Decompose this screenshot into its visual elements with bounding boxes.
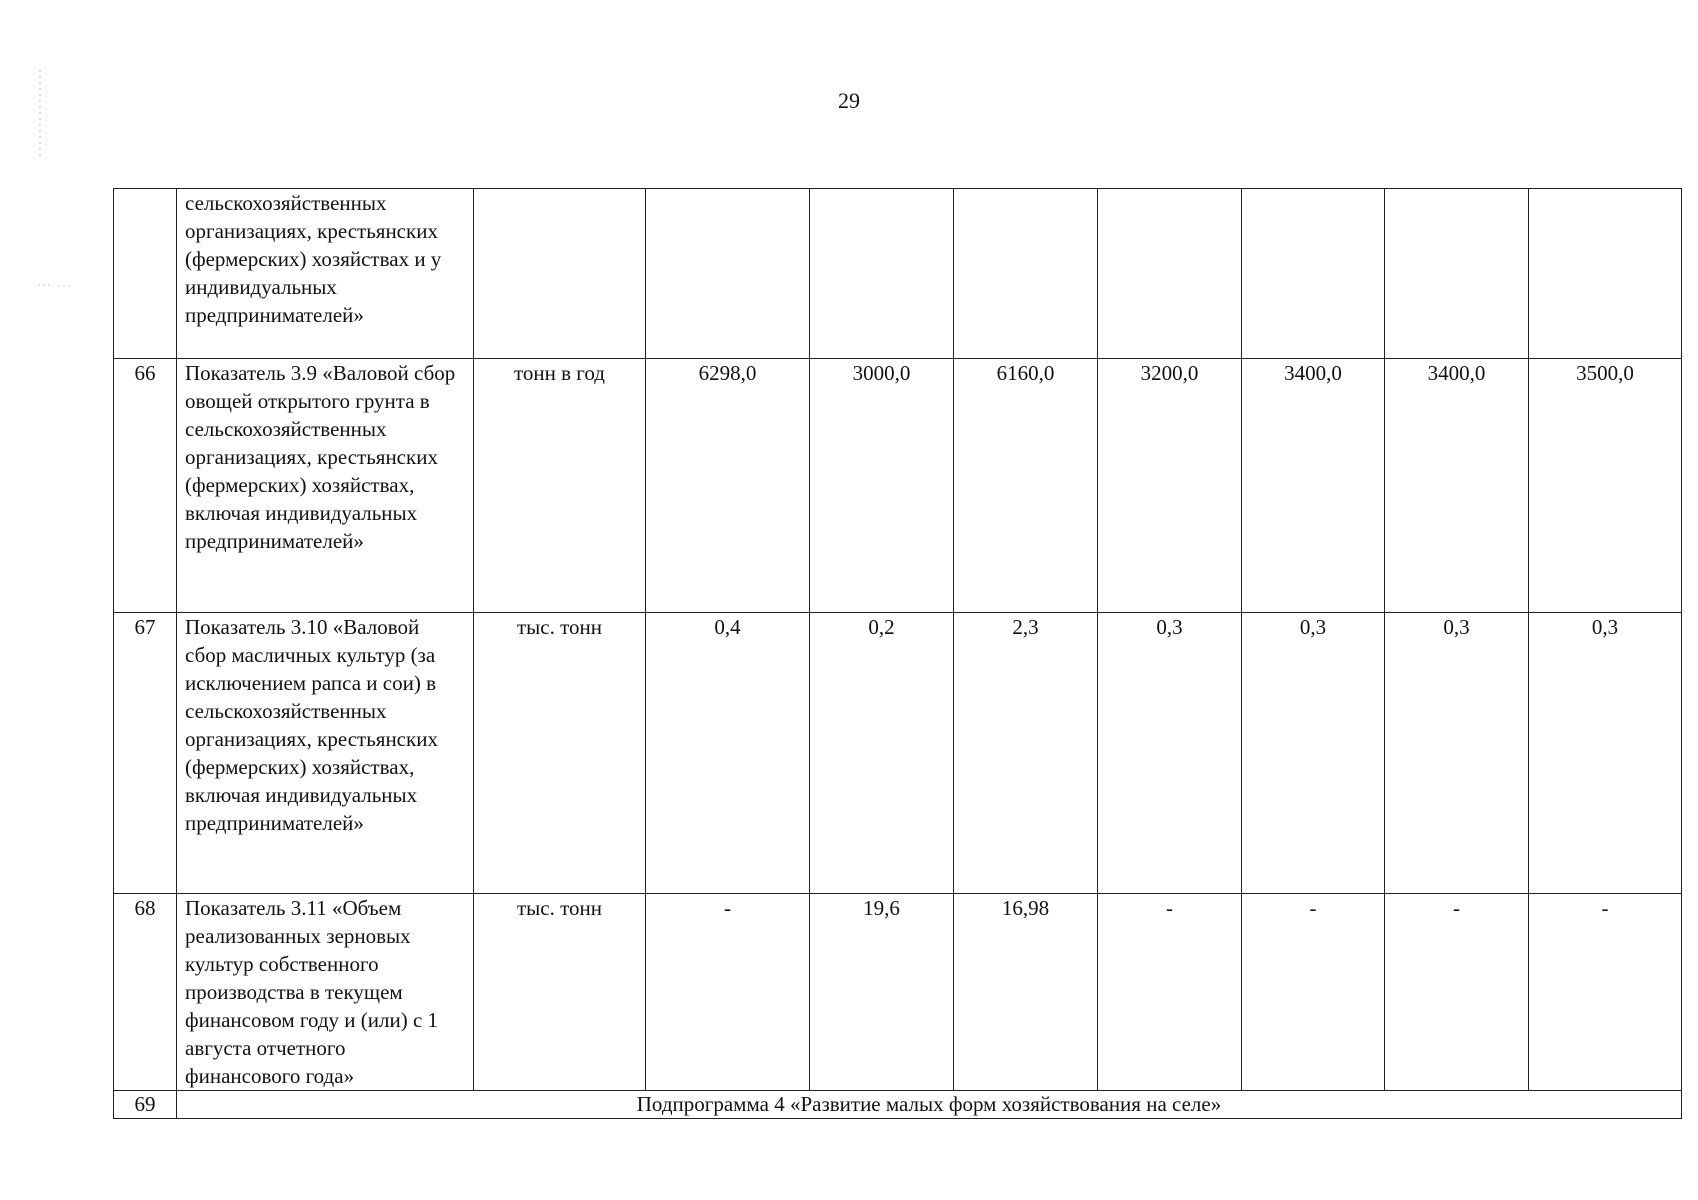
value-cell: - <box>1385 894 1529 1091</box>
table-row <box>114 359 1682 613</box>
row-number: 69 <box>114 1091 177 1119</box>
value-cell: 3200,0 <box>1098 359 1242 613</box>
page-number: 29 <box>838 88 860 113</box>
value-cell <box>1529 189 1682 359</box>
value-cell: - <box>1098 894 1242 1091</box>
value-cell: 0,4 <box>646 613 810 894</box>
value-cell <box>954 189 1098 359</box>
value-cell <box>810 189 954 359</box>
row-number <box>114 189 177 359</box>
unit-cell: тыс. тонн <box>474 613 646 894</box>
value-cell: 0,3 <box>1385 613 1529 894</box>
subprogram-title: Подпрограмма 4 «Развитие малых форм хозяйствования на селе» <box>177 1091 1682 1119</box>
unit-cell: тонн в год <box>474 359 646 613</box>
row-number: 67 <box>114 613 177 894</box>
value-cell <box>1242 189 1385 359</box>
value-cell: 0,3 <box>1098 613 1242 894</box>
value-cell: - <box>1529 894 1682 1091</box>
value-cell <box>646 189 810 359</box>
row-number: 66 <box>114 359 177 613</box>
value-cell: 19,6 <box>810 894 954 1091</box>
value-cell: 16,98 <box>954 894 1098 1091</box>
value-cell: 0,3 <box>1242 613 1385 894</box>
value-cell: 2,3 <box>954 613 1098 894</box>
unit-cell <box>474 189 646 359</box>
value-cell: 3400,0 <box>1242 359 1385 613</box>
indicator-name: Показатель 3.9 «Валовой сбор овощей открытого грунта в сельскохозяйственных организациях, крестьянских (фермерских) хозяйствах, включая индивидуальных предпринимателей» <box>177 359 474 613</box>
unit-cell: тыс. тонн <box>474 894 646 1091</box>
indicator-name: Показатель 3.11 «Объем реализованных зерновых культур собственного производства в текущем финансовом году и (или) с 1 августа отчетного финансового года» <box>177 894 474 1091</box>
value-cell: - <box>1242 894 1385 1091</box>
value-cell: 6160,0 <box>954 359 1098 613</box>
table-row <box>114 613 1682 894</box>
value-cell: 0,2 <box>810 613 954 894</box>
value-cell: 3000,0 <box>810 359 954 613</box>
indicator-name: сельскохозяйственных организациях, крестьянских (фермерских) хозяйствах и у индивидуальных предпринимателей» <box>177 189 474 359</box>
subprogram-row <box>114 1091 1682 1119</box>
indicator-table <box>113 188 1682 1119</box>
row-number: 68 <box>114 894 177 1091</box>
table-row <box>114 189 1682 359</box>
value-cell: 3500,0 <box>1529 359 1682 613</box>
value-cell: - <box>646 894 810 1091</box>
value-cell <box>1098 189 1242 359</box>
value-cell: 0,3 <box>1529 613 1682 894</box>
table-row <box>114 894 1682 1091</box>
value-cell: 6298,0 <box>646 359 810 613</box>
value-cell: 3400,0 <box>1385 359 1529 613</box>
indicator-name: Показатель 3.10 «Валовой сбор масличных культур (за исключением рапса и сои) в сельскохозяйственных организациях, крестьянских (фермерских) хозяйствах, включая индивидуальных предпринимателей» <box>177 613 474 894</box>
value-cell <box>1385 189 1529 359</box>
